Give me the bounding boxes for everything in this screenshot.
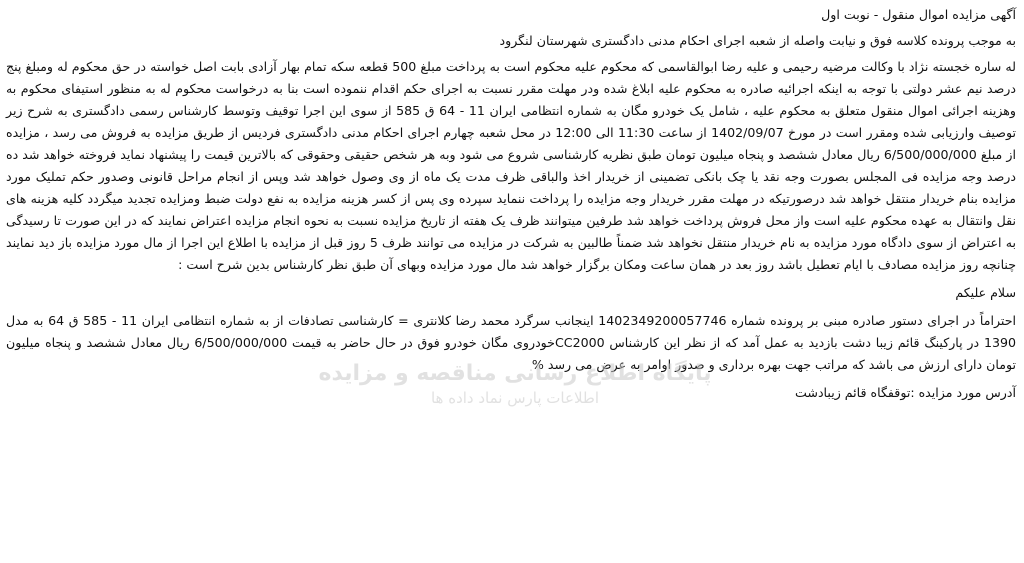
watermark-subtitle: اطلاعات پارس نماد داده ها [430, 389, 600, 407]
watermark-title: پایگاه اطلاع رسانی مناقصه و مزایده [318, 361, 712, 386]
greeting-text: سلام علیکم [955, 285, 1016, 300]
auction-address: آدرس مورد مزایده :توقفگاه قائم زیبادشت [795, 385, 1016, 400]
notice-title: آگهی مزایده اموال منقول - نوبت اول [821, 7, 1016, 22]
expert-report: احتراماً در اجرای دستور صادره مبنی بر پرونده شماره 1402349200057746 اینجانب سرگرد محمد رضا کلانتری = کارشناسی تصادفات از به شماره انتظامی ایران 11 - 585 ق 64 به مدل 1390 در پارکینگ قائم زیبا دشت بازدید به عمل آمد که از نظر این کارشناس CC2000خودروی مگان خودرو فوق در حال حاضر به قیمت 6/500/000/000 ریال معادل ششصد و پنجاه میلیون تومان دارای ارزش می باشد که مراتب جهت بهره برداری و صدور اوامر به عرض می رسد % [6, 313, 1016, 372]
auction-notice [6, 4, 1016, 404]
notice-subtitle: به موجب پرونده کلاسه فوق و نیابت واصله از شعبه اجرای احکام مدنی دادگستری شهرستان لنگرود [499, 33, 1016, 48]
notice-body: له ساره خجسته نژاد با وکالت مرضیه رحیمی و علیه رضا ابوالقاسمی که محکوم علیه محکوم است به پرداخت مبلغ 500 قطعه سکه تمام بهار آزادی بابت اصل خواسته در حق محکوم له ومبلغ پنج درصد نیم عشر دولتی با توجه به اینکه اجرائیه صادره به محکوم علیه ابلاغ شده ودر مهلت مقرر نسبت به اجرای حکم اقدام ننموده است بنا به درخواست محکوم له به منظور استیفای محکوم به وهزینه اجرائی اموال منقول متعلق به محکوم علیه ، شامل یک خودرو مگان به شماره انتظامی ایران 11 - 64 ق 585 از سوی این اجرا توقیف وتوسط کارشناس رسمی دادگستری به شرح زیر توصیف وارزیابی شده ومقرر است در مورخ 1402/09/07 از ساعت 11:30 الی 12:00 در محل شعبه چهارم اجرای احکام مدنی دادگستری فردیس از طریق مزایده به فروش می رسد ، مزایده از مبلغ 6/500/000/000 ریال معادل ششصد و پنجاه میلیون تومان طبق نظریه کارشناسی شروع می شود وبه هر شخص حقیقی وحقوقی که بالاترین قیمت را پیشنهاد نماید فروخته خواهد شد ده درصد وجه مزایده فی المجلس بصورت وجه نقد یا چک بانکی تضمینی از خریدار اخذ والباقی ظرف مدت یک ماه از وی وصول خواهد شد وپس از انجام مراحل قانونی وصدور حکم تملیک مورد مزایده بنام خریدار منتقل خواهد شد درصورتیکه در مهلت مقرر خریدار وجه مزایده را پرداخت ننماید سپرده وی پس از کسر هزینه مزایده به نفع دولت ضبط ومزایده تجدید میگردد کلیه هزینه های نقل وانتقال به عهده محکوم علیه است واز محل فروش پرداخت خواهد شد طرفین میتوانند ظرف یک هفته از تاریخ مزایده نسبت به نحوه انجام مزایده اعتراض نمایند که در این صورت تا رسیدگی به اعتراض از سوی دادگاه مورد مزایده به نام خریدار منتقل نخواهد شد ضمناً طالبین به شرکت در مزایده می توانند ظرف 5 روز قبل از مزایده با اطلاع این اجرا از مال مورد مزایده باز دید نمایند چنانچه روز مزایده مصادف با ایام تعطیل باشد روز بعد در همان ساعت ومکان برگزار خواهد شد مال مورد مزایده وبهای آن طبق نظر کارشناس بدین شرح است : [6, 59, 1017, 272]
